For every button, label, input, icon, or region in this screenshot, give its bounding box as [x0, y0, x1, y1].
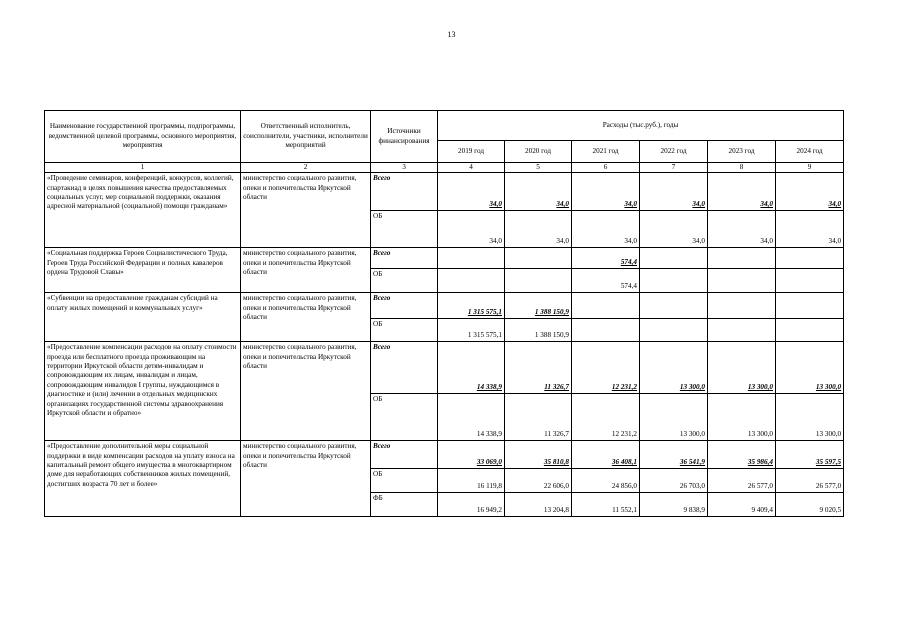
expense-value: [505, 269, 572, 293]
table-row-total: [45, 173, 844, 211]
funding-source: Всего: [371, 173, 438, 211]
expense-value: 11 552,1: [572, 493, 640, 517]
expense-value: [776, 319, 844, 342]
expense-value: 16 949,2: [438, 493, 505, 517]
executor-name: министерство социального развития, опеки и попечительства Иркутской области: [241, 441, 371, 517]
activity-name: «Социальная поддержка Героев Социалистического Труда, Героев Труда Российской Федерации и полных кавалеров ордена Трудовой Славы»: [45, 248, 241, 293]
expense-value: 11 326,7: [505, 394, 572, 441]
funding-source: Всего: [371, 248, 438, 269]
column-index: 4: [438, 163, 505, 173]
expense-value: 26 703,0: [640, 469, 708, 493]
expense-value: 34,0: [708, 173, 776, 211]
executor-name: министерство социального развития, опеки и попечительства Иркутской области: [241, 293, 371, 342]
expense-value: 13 300,0: [708, 394, 776, 441]
header-name: Наименование государственной программы, подпрограммы, ведомственной целевой программы, основного мероприятия, мероприятия: [45, 111, 241, 163]
expense-value: 1 315 575,1: [438, 319, 505, 342]
expense-value: 34,0: [438, 173, 505, 211]
expense-value: [708, 248, 776, 269]
header-year: 2021 год: [572, 141, 640, 163]
funding-source: ОБ: [371, 319, 438, 342]
expense-value: [640, 319, 708, 342]
header-year: 2022 год: [640, 141, 708, 163]
header-source: Источники финансирования: [371, 111, 438, 163]
header-expenses: Расходы (тыс.руб.), годы: [438, 111, 844, 141]
expense-value: 34,0: [640, 173, 708, 211]
expense-value: 13 300,0: [776, 342, 844, 394]
header-year: 2023 год: [708, 141, 776, 163]
expense-value: 9 409,4: [708, 493, 776, 517]
expense-value: 34,0: [640, 211, 708, 248]
expense-value: 16 119,8: [438, 469, 505, 493]
expense-value: [640, 248, 708, 269]
header-year: 2024 год: [776, 141, 844, 163]
expense-value: 34,0: [776, 211, 844, 248]
expense-value: 26 577,0: [776, 469, 844, 493]
activity-name: «Предоставление компенсации расходов на оплату стоимости проезда или бесплатного проезда проживающим на территории Иркутской области детям-инвалидам и сопровождающим их лицам, инвалидам и лицам, сопровождающим инвалидов I группы, нуждающимся в диагностике и (или) лечении в отдельных медицинских организациях государственной системы здравоохранения Иркутской области и обратно»: [45, 342, 241, 441]
expense-value: 36 541,9: [640, 441, 708, 469]
column-index: 6: [572, 163, 640, 173]
expense-value: 12 231,2: [572, 394, 640, 441]
expense-value: 13 300,0: [640, 394, 708, 441]
activity-name: «Субвенции на предоставление гражданам субсидий на оплату жилых помещений и коммунальных услуг»: [45, 293, 241, 342]
expense-value: [640, 269, 708, 293]
expense-value: 24 856,0: [572, 469, 640, 493]
expense-value: [708, 269, 776, 293]
expense-value: 36 408,1: [572, 441, 640, 469]
expense-value: 34,0: [572, 211, 640, 248]
funding-source: Всего: [371, 441, 438, 469]
expense-value: [776, 293, 844, 319]
expense-value: [572, 293, 640, 319]
column-index: 7: [640, 163, 708, 173]
executor-name: министерство социального развития, опеки и попечительства Иркутской области: [241, 173, 371, 248]
expense-value: 35 810,8: [505, 441, 572, 469]
expense-value: 9 020,5: [776, 493, 844, 517]
table-body: [45, 173, 844, 517]
expense-value: 12 231,2: [572, 342, 640, 394]
activity-name: «Проведение семинаров, конференций, конкурсов, коллегий, спартакиад в целях повышения качества предоставляемых социальных услуг, мер социальной поддержки, оказания адресной материальной (социальной) помощи гражданам»: [45, 173, 241, 248]
table-row-total: [45, 248, 844, 269]
expense-value: 34,0: [572, 173, 640, 211]
expense-value: [708, 319, 776, 342]
executor-name: министерство социального развития, опеки и попечительства Иркутской области: [241, 342, 371, 441]
executor-name: министерство социального развития, опеки и попечительства Иркутской области: [241, 248, 371, 293]
expense-value: [776, 248, 844, 269]
expense-value: 1 388 150,9: [505, 319, 572, 342]
table-row-total: [45, 441, 844, 469]
column-index: 3: [371, 163, 438, 173]
expense-value: [438, 269, 505, 293]
expense-value: 1 388 150,9: [505, 293, 572, 319]
column-index: 1: [45, 163, 241, 173]
expense-value: 13 300,0: [640, 342, 708, 394]
funding-source: Всего: [371, 293, 438, 319]
expense-value: 33 069,0: [438, 441, 505, 469]
column-index: 5: [505, 163, 572, 173]
expense-value: [438, 248, 505, 269]
header-year: 2019 год: [438, 141, 505, 163]
expense-value: 34,0: [505, 173, 572, 211]
expense-value: [505, 248, 572, 269]
expense-value: 574,4: [572, 269, 640, 293]
expense-value: 35 986,4: [708, 441, 776, 469]
expense-value: 34,0: [438, 211, 505, 248]
expense-value: [776, 269, 844, 293]
table-row-total: [45, 293, 844, 319]
funding-source: ФБ: [371, 493, 438, 517]
table-row-total: [45, 342, 844, 394]
expense-value: 34,0: [505, 211, 572, 248]
expense-value: 13 300,0: [776, 394, 844, 441]
column-index: 2: [241, 163, 371, 173]
funding-source: ОБ: [371, 269, 438, 293]
expense-value: 35 597,5: [776, 441, 844, 469]
expense-value: 14 338,9: [438, 394, 505, 441]
column-index: 9: [776, 163, 844, 173]
column-index: 8: [708, 163, 776, 173]
budget-table: [44, 110, 844, 517]
activity-name: «Предоставление дополнительной меры социальной поддержки в виде компенсации расходов на уплату взноса на капитальный ремонт общего имущества в многоквартирном доме для неработающих собственников жилых помещений, достигших возраста 70 лет и более»: [45, 441, 241, 517]
funding-source: ОБ: [371, 394, 438, 441]
expense-value: 574,4: [572, 248, 640, 269]
expense-value: 13 300,0: [708, 342, 776, 394]
expense-value: 9 838,9: [640, 493, 708, 517]
expense-value: 26 577,0: [708, 469, 776, 493]
expense-value: 34,0: [708, 211, 776, 248]
expense-value: 14 338,9: [438, 342, 505, 394]
expense-value: [572, 319, 640, 342]
expense-value: 11 326,7: [505, 342, 572, 394]
header-year: 2020 год: [505, 141, 572, 163]
expense-value: [708, 293, 776, 319]
page-number: 13: [447, 30, 456, 39]
funding-source: ОБ: [371, 211, 438, 248]
expense-value: 22 606,0: [505, 469, 572, 493]
header-executor: Ответственный исполнитель, соисполнители, участники, исполнители мероприятий: [241, 111, 371, 163]
funding-source: Всего: [371, 342, 438, 394]
expense-value: 1 315 575,1: [438, 293, 505, 319]
expense-value: 34,0: [776, 173, 844, 211]
expense-value: [640, 293, 708, 319]
expense-value: 13 204,8: [505, 493, 572, 517]
funding-source: ОБ: [371, 469, 438, 493]
